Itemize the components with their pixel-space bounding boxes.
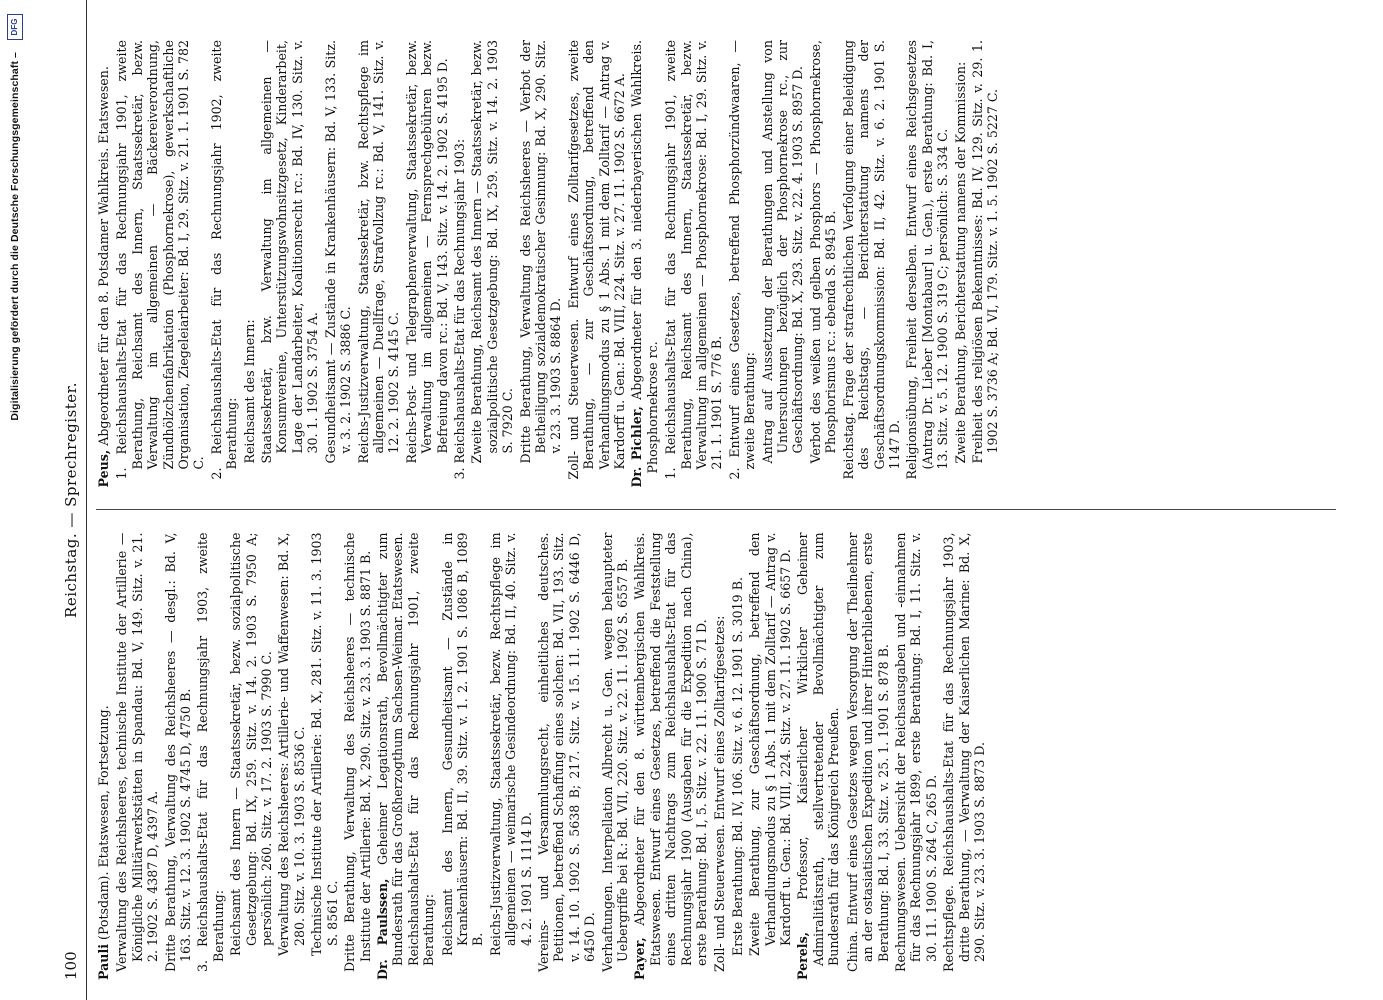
- register-subentry: [440, 532, 486, 980]
- register-subentry: [712, 532, 727, 980]
- register-subentry: [845, 532, 891, 980]
- entry-name: Perels,: [795, 931, 811, 980]
- register-subentry: [323, 40, 354, 488]
- entry-text: Reichsamt des Innern:: [241, 319, 257, 464]
- entry-text: Verwaltung des Reichsheeres, technische Institute der Artillerie — Königliche Militärwerkstätten in Spandau: Bd. V, 149. Sitz. v. 21. 2. 1902 S. 4387 D, 4397 A.: [114, 532, 161, 972]
- register-subentry: [114, 532, 160, 980]
- entry-text: 1. Reichshaushalts-Etat für das Rechnungsjahr 1901, zweite Berathung, Reichsamt des Innern, Staatssekretär, bezw. Verwaltung im allgemeinen — Bäckereiverordnung, Zündhölzchenfabrikation (Phosphornekrose), gewerkschaftliche Organisation, Ziegeleiarbeiter: Bd. I, 29. Sitz. v. 21. 1. 1901 S. 782 C.: [114, 40, 207, 480]
- entry-text: Rechnungswesen. Uebersicht der Reichsausgaben und -einnahmen für das Rechnungsjahr 1899, erste Berathung: Bd. I, 11. Sitz. v. 30. 11. 1900 S. 264 C, 265 D.: [892, 532, 939, 972]
- entry-text: Verbot des weißen und gelben Phosphors — Phosphornekrose, Phosphorismus rc.: ebenda S. 8945 B.: [807, 40, 839, 464]
- register-subentry: [163, 532, 194, 980]
- register-entry: [629, 40, 660, 488]
- register-subentry: [727, 40, 758, 488]
- entry-text: Reichs-Post- und Telegraphenverwaltung, Staatssekretär, bezw. Verwaltung im allgemeinen — Fernsprechgebühren bezw. Befreiung davon rc.: Bd. V, 143. Sitz. v. 14. 2. 1902 S. 4195 D.: [403, 40, 450, 464]
- entry-text: Zoll- und Steuerwesen. Entwurf eines Zolltarifgesetzes:: [712, 615, 728, 972]
- entry-text: Religionsübung, Freiheit derselben. Entwurf eines Reichsgesetzes (Antrag Dr. Lieber [Montabaur] u. Gen.), erste Berathung: Bd. I, 13. Sitz. v. 5. 12. 1900 S. 319 C; persönlich: S. 334 C.: [904, 40, 951, 480]
- register-subentry: [356, 40, 402, 488]
- entry-name: Peus,: [96, 449, 111, 488]
- register-subentry: [276, 532, 307, 980]
- entry-text: 2. Entwurf eines Gesetzes, betreffend Phosphorzündwaaren, — zweite Berathung:: [726, 40, 758, 480]
- register-subentry: [114, 40, 206, 488]
- register-subentry: [518, 40, 564, 488]
- page-number: 100: [62, 951, 80, 980]
- entry-text: Dritte Berathung, Verwaltung des Reichsheeres — technische Institute der Artillerie: Bd. X, 290. Sitz. v. 23. 3. 1903 S. 8871 B.: [342, 532, 373, 972]
- register-subentry: [904, 40, 950, 488]
- column-divider: [96, 510, 1336, 511]
- entry-text: Reichs-Justizverwaltung, Staatssekretär, bzw. Rechtspflege im allgemeinen — Duellfrage, Strafvollzug rc.: Bd. V, 141. Sitz. v. 12. 2. 1902 S. 4145 C.: [355, 40, 402, 464]
- register-subentry: [404, 40, 450, 488]
- entry-text: Erste Berathung: Bd. IV, 106. Sitz. v. 6. 12. 1901 S. 3019 B.: [729, 577, 745, 956]
- register-entry: [375, 532, 437, 980]
- entry-text: Abgeordneter für den 8. Potsdamer Wahlkreis. Etatswesen.: [96, 66, 111, 450]
- entry-text: Zoll- und Steuerwesen. Entwurf eines Zolltarifgesetzes, zweite Berathung, — zur Geschäftsordnung, betreffend den Verhandlungsmodus zu § 1 Abs. 1 mit dem Zolltarif — Antrag v. Kardorff u. Gen.: Bd. VIII, 224. Sitz. v. 27. 11. 1902 S. 6672 A.: [565, 40, 627, 480]
- running-head: [52, 0, 87, 1000]
- register-subentry: [259, 40, 321, 488]
- register-subentry: [469, 40, 515, 488]
- register-subentry: [663, 40, 725, 488]
- entry-text: Technische Institute der Artillerie: Bd. X, 281. Sitz. v. 11. 3. 1903 S. 8561 C.: [309, 532, 340, 956]
- entry-text: Professor, Kaiserlicher Wirklicher Geheimer Admiralitätsrath, stellvertretender Bevollmächtigter zum Bundesrath für das Königreich Preußen.: [795, 532, 842, 966]
- register-entry: [795, 532, 841, 980]
- register-columns: [96, 40, 1336, 980]
- page-title: Reichstag. — Sprechregister.: [62, 382, 80, 618]
- register-subentry: [452, 40, 467, 488]
- register-subentry: [600, 532, 631, 980]
- register-subentry: [195, 532, 226, 980]
- register-entry: [96, 532, 111, 980]
- register-subentry: [566, 40, 628, 488]
- register-subentry: [760, 40, 806, 488]
- entry-text: China. Entwurf eines Gesetzes wegen Versorgung der Theilnehmer an der ostasiatischen Expedition und ihrer Hinterbliebenen, erste Berathung: Bd. I, 33. Sitz. v. 25. 1. 1901 S. 878 B.: [844, 532, 891, 972]
- register-subentry: [747, 532, 793, 980]
- entry-text: Dritte Berathung, Verwaltung des Reichsheeres — Verbot der Betheiligung sozialdemokratischer Gesinnung: Bd. X, 290. Sitz. v. 23. 3. 1903 S. 8864 D.: [517, 40, 564, 464]
- register-subentry: [953, 40, 968, 488]
- entry-text: Zweite Berathung, zur Geschäftsordnung, betreffend den Verhandlungsmodus zu § 1 Abs. 1 mit dem Zolltarif — Antrag v. Kardorff u. Gen.: Bd. VIII, 224. Sitz. v. 27. 11. 1902 S. 6657 D.: [747, 532, 794, 956]
- entry-text: Geheimer Legationsrath, Bevollmächtigter zum Bundesrath für das Großherzogthum Sachsen-Weimar. Etatswesen. Reichshaushalts-Etat für das Rechnungsjahr 1901, zweite Berathung:: [374, 532, 437, 966]
- register-subentry: [488, 532, 534, 980]
- entry-text: Verwaltung des Reichsheeres: Artillerie- und Waffenwesen: Bd. X, 280. Sitz. v. 10. 3. 1903 S. 8536 C.: [276, 532, 307, 956]
- register-subentry: [228, 532, 274, 980]
- entry-text: Abgeordneter für den 3. niederbayerischen Wahlkreis. Phosphornekrose rc.: [629, 40, 660, 474]
- entry-text: Antrag auf Aussetzung der Berathungen und Anstellung von Untersuchungen bezüglich der Phosphornekrose rc., zur Geschäftsordnung: Bd. X, 293. Sitz. v. 22. 4. 1903 S. 8957 D.: [759, 40, 806, 464]
- register-subentry: [730, 532, 745, 980]
- register-subentry: [209, 40, 240, 488]
- entry-text: Reichsamt des Innern, Gesundheitsamt — Zustände in Krankenhäusern: Bd. II, 39. Sitz. v. 1. 2. 1901 S. 1086 B, 1089 B.: [439, 532, 486, 956]
- entry-text: Reichsamt des Innern — Staatssekretär, bezw. sozialpolitische Gesetzgebung: Bd. IX, 259. Sitz. v. 14. 2. 1903 S. 7950 A; persönlich: 260. Sitz. v. 17. 2. 1903 S. 7990 C.: [228, 532, 275, 956]
- register-entry: [632, 532, 709, 980]
- entry-text: Abgeordneter für den 8. württembergischen Wahlkreis. Etatswesen. Entwurf eines Gesetzes, betreffend die Feststellung eines dritten Nachtrags zum Reichshaushalts-Etat für das Rechnungsjahr 1900 (Ausgaben für die Expedition nach China), erste Berathung: Bd. I, 5. Sitz. v. 22. 11. 1900 S. 71 D.: [632, 532, 710, 966]
- register-subentry: [808, 40, 839, 488]
- register-entry: [96, 40, 111, 488]
- register-subentry: [536, 532, 598, 980]
- register-subentry: [941, 532, 987, 980]
- register-subentry: [841, 40, 903, 488]
- entry-name: Dr. Pichler,: [629, 406, 645, 488]
- entry-name: Dr. Paulssen,: [374, 878, 390, 980]
- entry-text: 3. Reichshaushalts-Etat für das Rechnungsjahr 1903, zweite Berathung:: [195, 532, 226, 972]
- entry-name: Payer,: [632, 937, 648, 980]
- entry-text: Freiheit des religiösen Bekenntnisses: Bd. IV, 129. Sitz. v. 29. 1. 1902 S. 3736 A; Bd. VI, 179. Sitz. v. 1. 5. 1902 S. 5227 C.: [969, 40, 1001, 464]
- dfg-logo: DFG: [7, 14, 23, 40]
- entry-text: 2. Reichshaushalts-Etat für das Rechnungsjahr 1902, zweite Berathung:: [208, 40, 240, 480]
- entry-text: 3. Reichshaushalts-Etat für das Rechnungsjahr 1903:: [451, 138, 467, 480]
- left-column: [96, 532, 1336, 980]
- entry-text: Verhaftungen. Interpellation Albrecht u. Gen. wegen behaupteter Uebergriffe bei R.: Bd. VII, 220. Sitz. v. 22. 11. 1902 S. 6557 B.: [599, 532, 630, 972]
- entry-text: Reichstag. Frage der strafrechtlichen Verfolgung einer Beleidigung des Reichstags, — Berichterstattung namens der Geschäftsordnungskommission: Bd. II, 42. Sitz. v. 6. 2. 1901 S. 1147 D.: [840, 40, 902, 480]
- entry-name: Pauli: [96, 943, 111, 980]
- entry-text: Staatssekretär, bzw. Verwaltung im allgemeinen — Konsumvereine, Unterstützungswohnsitzgesetz, Kinderarbeit, Lage der Landarbeiter, Koalitionsrecht rc.: Bd. IV, 130. Sitz. v. 30. 1. 1902 S. 3754 A.: [259, 40, 321, 464]
- digitization-credit: Digitalisierung gefördert durch die Deutsche Forschungsgemeinschaft –: [9, 52, 21, 421]
- register-subentry: [342, 532, 373, 980]
- entry-text: Zweite Berathung, Berichterstattung namens der Kommission:: [952, 61, 968, 464]
- register-subentry: [970, 40, 1001, 488]
- entry-text: Rechtspflege. Reichshaushalts-Etat für das Rechnungsjahr 1903, dritte Berathung, — Verwaltung der Kaiserlichen Marine: Bd. X, 290. Sitz. v. 23. 3. 1903 S. 8873 D.: [941, 532, 987, 972]
- entry-text: Gesundheitsamt — Zustände in Krankenhäusern: Bd. V, 133. Sitz. v. 3. 2. 1902 S. 3886 C.: [322, 40, 354, 464]
- register-subentry: [893, 532, 939, 980]
- entry-text: Vereins- und Versammlungsrecht, einheitliches deutsches. Petitionen, betreffend Schaffung eines solchen: Bd. VII, 193. Sitz. v. 14. 10. 1902 S. 5638 B; 217. Sitz. v. 15. 11. 1902 S. 6446 D, 6450 D.: [535, 532, 598, 972]
- register-subentry: [242, 40, 257, 488]
- entry-text: (Potsdam). Etatswesen, Fortsetzung.: [96, 705, 111, 944]
- register-subentry: [309, 532, 340, 980]
- entry-text: Zweite Berathung, Reichsamt des Innern — Staatssekretär, bezw. sozialpolitische Gesetzgebung: Bd. IX, 259. Sitz. v. 14. 2. 1903 S. 7920 C.: [469, 40, 516, 464]
- entry-text: Reichs-Justizverwaltung, Staatssekretär, bezw. Rechtspflege im allgemeinen — weimarische Gesindeordnung: Bd. II, 40. Sitz. v. 4. 2. 1901 S. 1114 D.: [487, 532, 534, 956]
- entry-text: 1. Reichshaushalts-Etat für das Rechnungsjahr 1901, zweite Berathung, Reichsamt des Innern, Staatssekretär, bezw. Verwaltung im allgemeinen — Phosphornekrose: Bd. I, 29. Sitz. v. 21. 1. 1901 S. 776 B.: [663, 40, 725, 480]
- digitization-credit-bar: [0, 0, 30, 1000]
- entry-text: Dritte Berathung, Verwaltung des Reichsheeres — desgl.: Bd. V, 163. Sitz. v. 12. 3. 1902 S. 4745 D, 4750 B.: [162, 532, 194, 972]
- right-column: [96, 40, 1336, 488]
